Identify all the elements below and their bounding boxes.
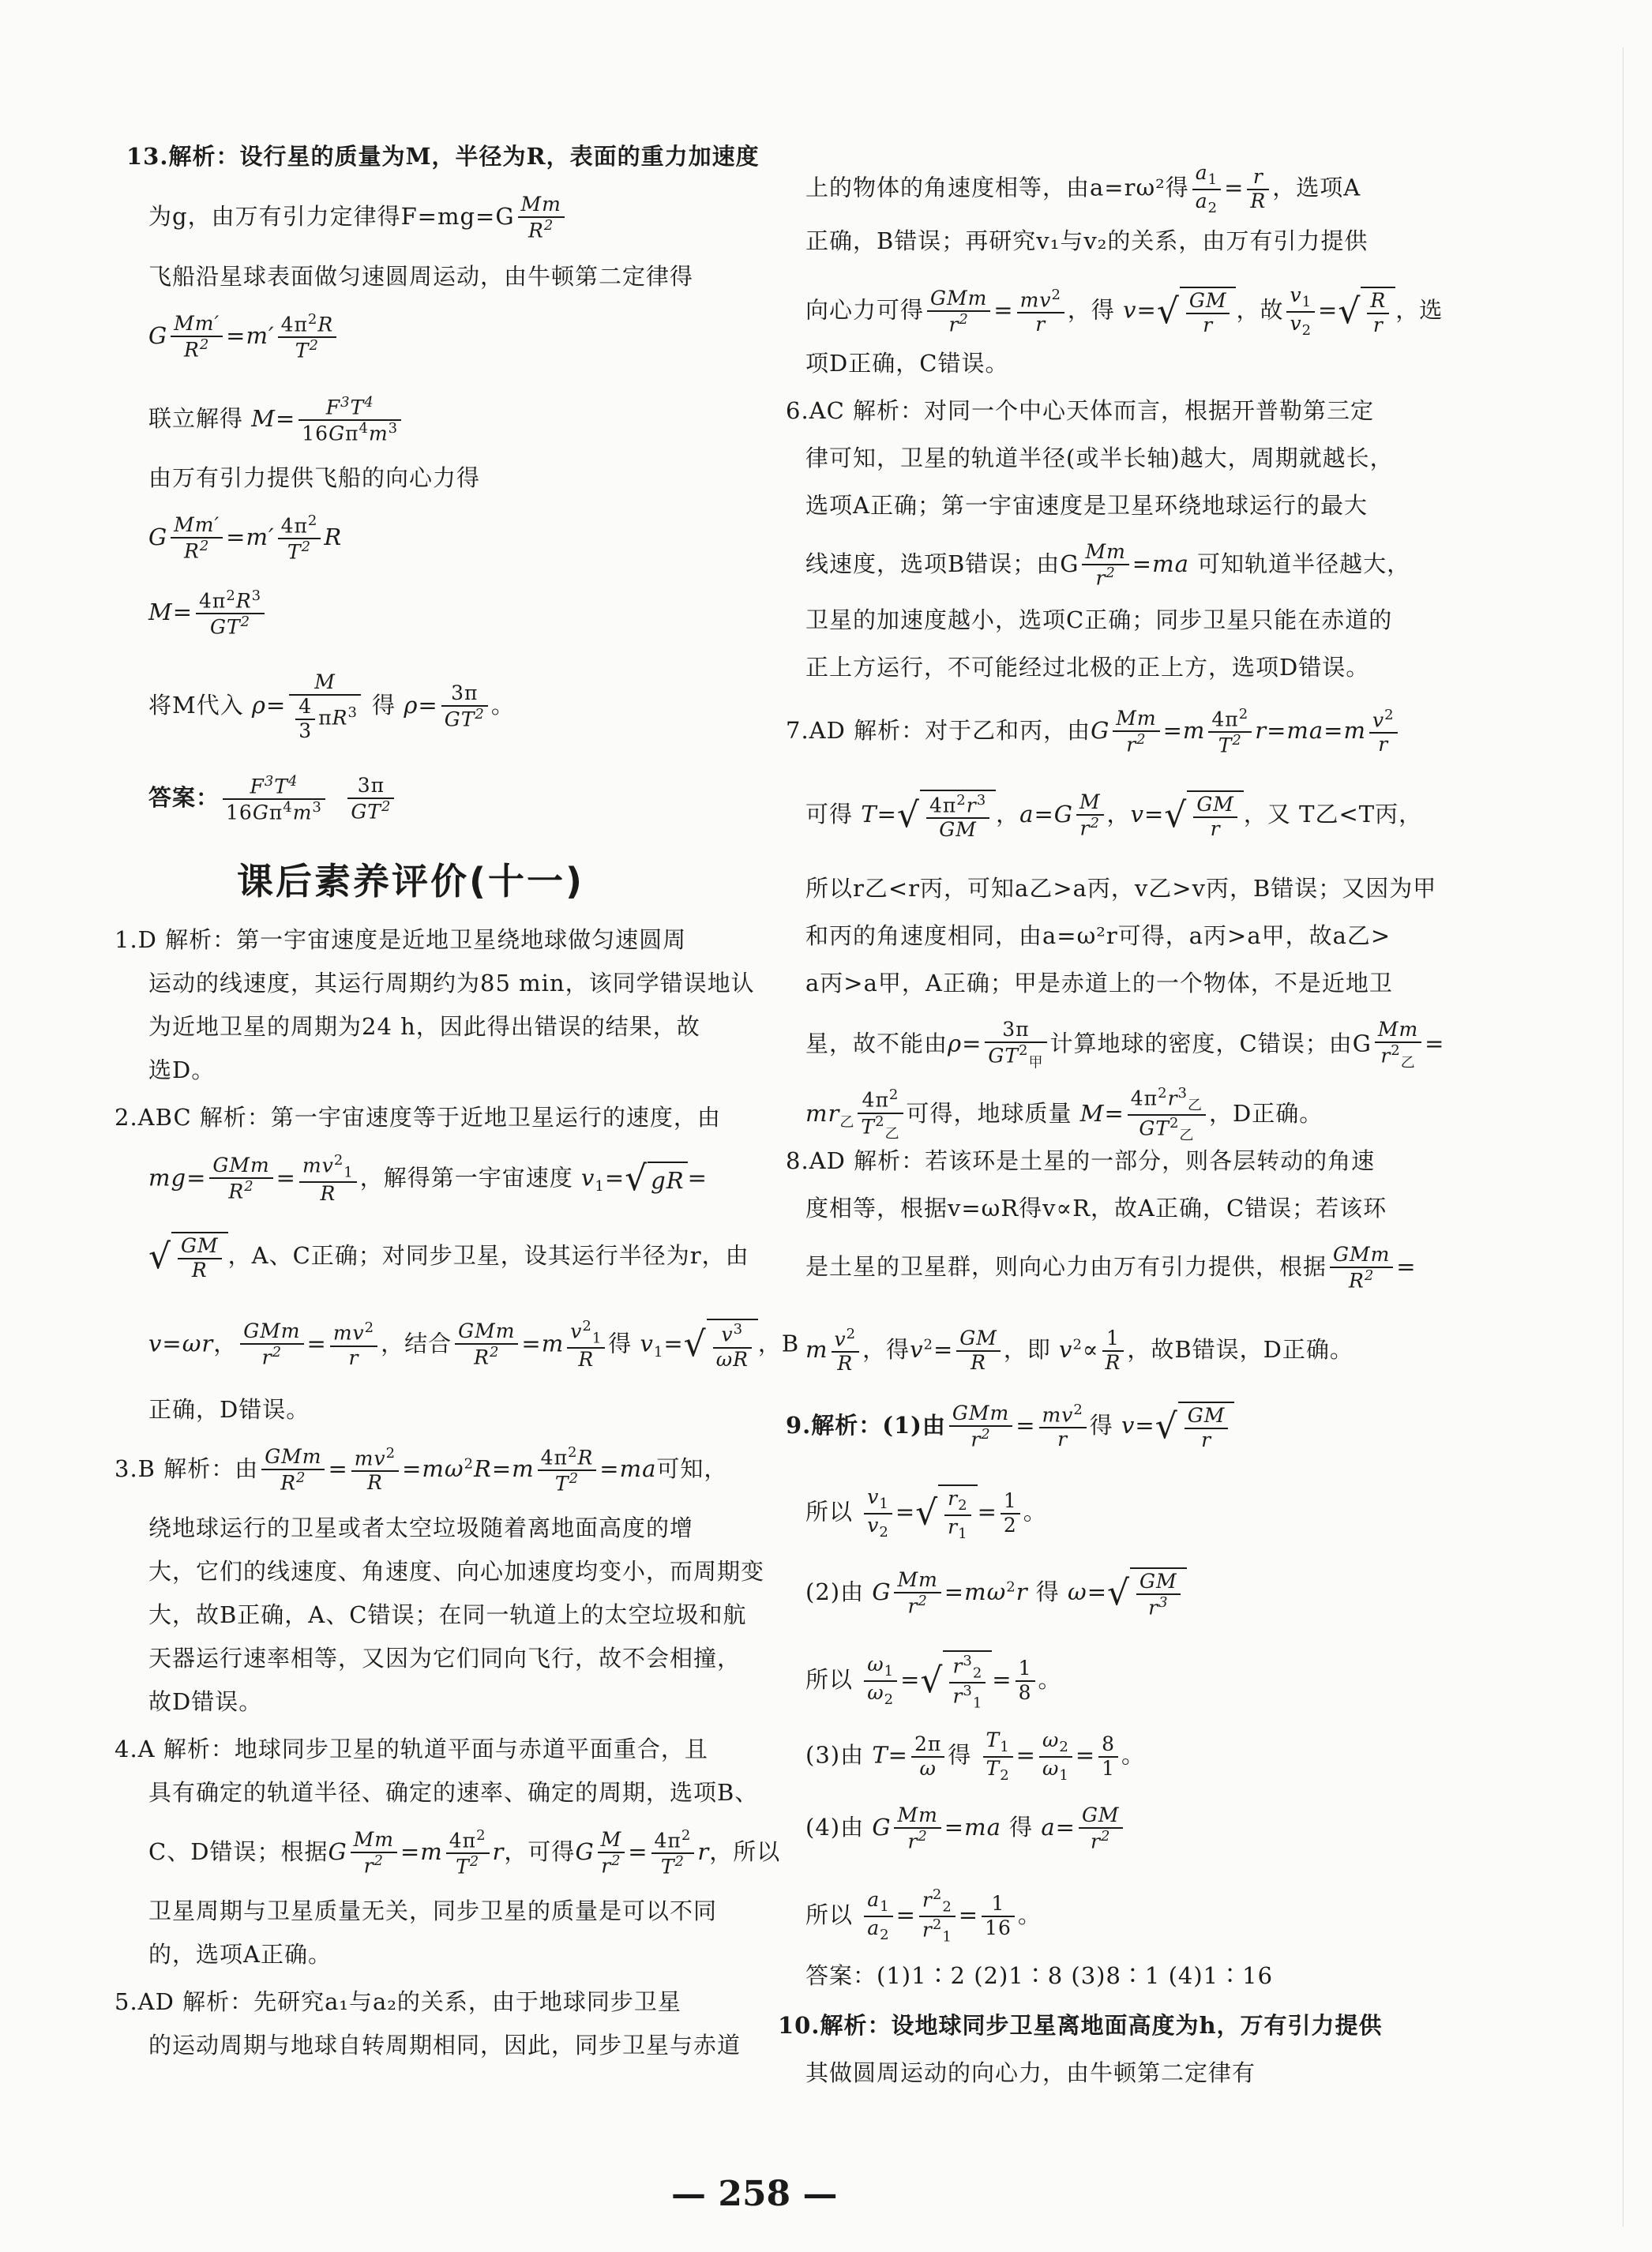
q4-line-5 xyxy=(148,1939,332,1970)
so-label: 所以 xyxy=(805,1666,854,1694)
q13-text-1: 13.解析：设行星的质量为M，半径为R，表面的重力加速度 xyxy=(126,143,760,170)
q1-line-4 xyxy=(148,1054,215,1086)
q6-text-2: 律可知，卫星的轨道半径(或半长轴)越大，周期就越长， xyxy=(805,445,1394,471)
q7-line-6: 星，故不能由ρ= $\frac{3\pi}{GT^2_甲}$ 计算地球的密度，C错误；由G $\frac{Mm}{r^2_乙}$ = xyxy=(805,1018,1445,1072)
section-title: 课后素养评价(十一) xyxy=(237,860,585,903)
q2-line-5 xyxy=(148,1394,310,1425)
q4-line-1 xyxy=(115,1733,708,1765)
q3-line-4 xyxy=(148,1599,746,1631)
q6-text-1: 6.AC 解析：对同一个中心天体而言，根据开普勒第三定 xyxy=(786,397,1375,424)
q13-text-9: 将M代入 xyxy=(148,692,244,719)
q8-line-2 xyxy=(805,1192,1387,1224)
q1-line-3 xyxy=(148,1011,700,1042)
q9-part-2: (2)由 G $\frac{Mm}{r^2}$ $=m\omega^2r$ 得 ω=√ $\frac{GM}{r^3}$ xyxy=(805,1567,1187,1620)
q7-text-2b: ，又 T乙<T丙， xyxy=(1243,800,1423,828)
q6-line-1 xyxy=(786,395,1374,426)
q4-text-3: C、D错误；根据 xyxy=(148,1838,329,1866)
q13-formula-1: G $\frac{Mm'}{R^2}$ =m′ $\frac{4\pi^2R}{T^2}$ xyxy=(148,312,340,362)
q4-line-3: C、D错误；根据G $\frac{Mm}{r^2}$ =m $\frac{4\pi^2}{T^2}$ r，可得G $\frac{M}{r^2}$ = $\frac{4\pi^2}{T^2}$ r，所以 xyxy=(148,1827,781,1879)
q6-text-4b: 可知轨道半径越大， xyxy=(1197,550,1411,577)
q4-line-4 xyxy=(148,1895,717,1927)
q2-line-4: v=ωr， $\frac{\text{GMm}}{r^2}$ = $\frac{mv^2}{r}$ ，结合 $\frac{\text{GMm}}{R^2}$ =m $\frac{v^2_1}{R}$ 得 $v_1=√$ $\frac{v^3}{\omega R}$ ，B xyxy=(148,1318,800,1372)
q9-so-1: 所以 $\frac{v_1}{v_2}$ =√ $\frac{r_2}{r_1}$ = $\frac{1}{2}$ 。 xyxy=(805,1485,1047,1542)
q3-line-1: 3.B 解析：由 $\frac{\text{GMm}}{R^2}$ = $\frac{mv^2}{R}$ $=m\omega^2R=m$ $\frac{4\pi^2R}{T^2}$ =ma可知， xyxy=(115,1444,728,1496)
q13-line-9: 将M代入 ρ= M $\frac{4}{3}$ $\pi R^3$ 得 ρ= $\frac{3\pi}{GT^2}$ 。 xyxy=(148,670,515,742)
q4-text-2: 具有确定的轨道半径、确定的速率、确定的周期，选项B、 xyxy=(148,1779,759,1806)
q1-line-2 xyxy=(148,967,755,999)
q5-right-line-3: 向心力可得 $\frac{\text{GMm}}{r^2}$ = $\frac{mv^2}{r}$ ，得 v=√ $\frac{GM}{r}$ ，故 $\frac{v_1}{v_2}$ =√ $\frac{R}{r}$ ，选 xyxy=(805,283,1444,339)
q5-right-line-2 xyxy=(805,225,1368,257)
q7-text-4: 和丙的角速度相同，由a=ω²r可得，a丙>a甲，故a乙> xyxy=(805,922,1391,949)
q8-text-4b: ，故B错误，D正确。 xyxy=(1127,1335,1354,1363)
q8-text-1: 8.AD 解析：若该环是土星的一部分，则各层转动的角速 xyxy=(786,1147,1376,1174)
q2-text-5: 正确，D错误。 xyxy=(148,1396,310,1423)
fraction: $\frac{Mm}{R^2}$ xyxy=(518,193,565,242)
q6-line-3 xyxy=(805,490,1368,521)
q9-text-4: (4)由 xyxy=(805,1813,865,1841)
q5-line-1 xyxy=(115,1986,681,2017)
q5-right-line-4 xyxy=(805,347,1008,379)
q8-line-1 xyxy=(786,1145,1375,1177)
q4-text-3b: ，可得 xyxy=(504,1838,576,1866)
q3-text-4: 大，故B正确，A、C错误；在同一轨道上的太空垃圾和航 xyxy=(148,1601,747,1628)
q9-text-2: (2)由 xyxy=(805,1578,865,1605)
q7-text-2: 可得 xyxy=(805,800,854,828)
q7-line-5 xyxy=(805,967,1393,999)
q9-part-3: (3)由 T= $\frac{2\pi}{\omega}$ 得 $\frac{T_1}{T_2}$ = $\frac{\omega_2}{\omega_1}$ = $\frac{8}{1}$ 。 xyxy=(805,1728,1146,1784)
q9-text-1: 9.解析：(1)由 xyxy=(786,1411,946,1439)
q6-line-6 xyxy=(805,651,1369,683)
q6-line-2 xyxy=(805,442,1394,474)
q7-text-5: a丙>a甲，A正确；甲是赤道上的一个物体，不是近地卫 xyxy=(805,970,1393,997)
q10-line-1 xyxy=(778,2010,1383,2041)
q1-text-3: 为近地卫星的周期为24 h，因此得出错误的结果，故 xyxy=(148,1013,700,1040)
page-number-value: 258 xyxy=(718,2174,791,2214)
q13-formula-2: G $\frac{Mm'}{R^2}$ =m′ $\frac{4\pi^2}{T^2}$ R xyxy=(148,512,343,564)
q13-formula-3: M= $\frac{4\pi^2R^3}{GT^2}$ xyxy=(148,588,268,639)
q10-line-2 xyxy=(805,2057,1256,2089)
q2-text-4: ，结合 xyxy=(381,1330,452,1357)
q13-answer: 答案： $\frac{F^3T^4}{16G\pi^4m^3}$ $\frac{3\pi}{GT^2}$ xyxy=(148,774,397,824)
q9-so-4: 所以 $\frac{a_1}{a_2}$ = $\frac{r^2_2}{r^2_1}$ = $\frac{1}{16}$ 。 xyxy=(805,1886,1042,1946)
q6-text-4: 线速度，选项B错误；由G xyxy=(805,550,1079,577)
q5-rtext-4: 项D正确，C错误。 xyxy=(805,350,1009,377)
q7-text-3: 所以r乙<r丙，可知a乙>a丙，v乙>v丙，B错误；又因为甲 xyxy=(805,875,1437,902)
q13-line-2 xyxy=(148,193,568,242)
q6-text-5: 卫星的加速度越小，选项C正确；同步卫星只能在赤道的 xyxy=(805,606,1393,633)
q5-rtext-3b: ，选 xyxy=(1395,296,1444,324)
q13-line-3 xyxy=(148,261,693,292)
q3-line-3 xyxy=(148,1556,764,1587)
q4-text-5: 的，选项A正确。 xyxy=(148,1941,332,1968)
q8-line-4: m $\frac{v^2}{R}$ ，得$v^2=$ $\frac{GM}{R}$ ，即 $v^2\propto$ $\frac{1}{R}$ ，故B错误，D正确。 xyxy=(805,1326,1354,1376)
q7-line-4 xyxy=(805,920,1391,951)
q5-rtext-2: 正确，B错误；再研究v₁与v₂的关系，由万有引力提供 xyxy=(805,227,1369,254)
q9-answer xyxy=(805,1960,1273,1991)
q13-line-6 xyxy=(148,462,480,494)
q2-line-3: √ $\frac{GM}{R}$ ，A、C正确；对同步卫星，设其运行半径为r，由 xyxy=(148,1232,749,1282)
q4-text-3c: ，所以 xyxy=(709,1838,781,1866)
q3-line-5 xyxy=(148,1642,741,1674)
q13-text-5: 联立解得 xyxy=(148,405,244,433)
q5-right-line-1: 上的物体的角速度相等，由a=rω²得 $\frac{a_1}{a_2}$ = $\frac{r}{R}$ ，选项A xyxy=(805,161,1361,216)
q5-rtext-1: 上的物体的角速度相等，由a=rω²得 xyxy=(805,174,1189,201)
q4-text-4: 卫星周期与卫星质量无关，同步卫星的质量是可以不同 xyxy=(148,1897,718,1924)
q2-line-2: mg= $\frac{\text{GMm}}{R^2}$ = $\frac{mv^2_1}{R}$ ，解得第一宇宙速度 $v_1=√$ gR = xyxy=(148,1152,708,1206)
q2-text-2: ，解得第一宇宙速度 xyxy=(359,1164,573,1192)
q7-line-7: $mr_乙$ $\frac{4\pi^2}{T^2_乙}$ 可得，地球质量 M= $\frac{4\pi^2r^3_乙}{GT^2_乙}$ ，D正确。 xyxy=(805,1085,1323,1144)
q1-text-1: 1.D 解析：第一宇宙速度是近地卫星绕地球做匀速圆周 xyxy=(115,926,687,953)
q2-text-3: ，A、C正确；对同步卫星，设其运行半径为r，由 xyxy=(227,1241,749,1269)
q13-text-2: 为g，由万有引力定律得F=mg=G xyxy=(148,202,515,230)
q3-line-6 xyxy=(148,1686,262,1717)
so-label: 所以 xyxy=(805,1498,854,1526)
page-number: — 258 — xyxy=(671,2174,838,2214)
q10-text-2: 其做圆周运动的向心力，由牛顿第二定律有 xyxy=(805,2059,1256,2086)
q3-line-2 xyxy=(148,1512,693,1544)
q1-line-1 xyxy=(115,924,686,955)
q3-text-3: 大，它们的线速度、角速度、向心加速度均变小，而周期变 xyxy=(148,1558,765,1585)
q8-text-4: ，得 xyxy=(862,1335,910,1363)
q3-text-2: 绕地球运行的卫星或者太空垃圾随着离地面高度的增 xyxy=(148,1514,694,1541)
so-label: 所以 xyxy=(805,1901,854,1929)
q3-text-6: 故D错误。 xyxy=(148,1688,263,1715)
q7-text-7b: ，D正确。 xyxy=(1208,1100,1323,1128)
q3-text-1b: 可知， xyxy=(656,1455,728,1483)
q7-line-3 xyxy=(805,873,1436,904)
q1-text-4: 选D。 xyxy=(148,1057,216,1083)
q8-line-3: 是土星的卫星群，则向心力由万有引力提供，根据 $\frac{\text{GMm}}{R^2}$ = xyxy=(805,1243,1417,1293)
q9-so-2: 所以 $\frac{\omega_1}{\omega_2}$ =√ $\frac{r^3_2}{r^3_1}$ = $\frac{1}{8}$ 。 xyxy=(805,1650,1062,1712)
q13-line-1 xyxy=(126,141,760,172)
q7-line-1: 7.AD 解析：对于乙和丙，由G $\frac{Mm}{r^2}$ =m $\frac{4\pi^2}{T^2}$ r=ma=m $\frac{v^2}{r}$ xyxy=(786,707,1401,757)
q10-text-1: 10.解析：设地球同步卫星离地面高度为h，万有引力提供 xyxy=(778,2012,1383,2039)
q5-text-2: 的运动周期与地球自转周期相同，因此，同步卫星与赤道 xyxy=(148,2032,742,2059)
q5-text-1: 5.AD 解析：先研究a₁与a₂的关系，由于地球同步卫星 xyxy=(115,1988,681,2015)
q6-line-4: 线速度，选项B错误；由G $\frac{Mm}{r^2}$ =ma 可知轨道半径越大， xyxy=(805,540,1411,590)
q9-part-4: (4)由 G $\frac{Mm}{r^2}$ =ma 得 a= $\frac{GM}{r^2}$ xyxy=(805,1804,1126,1853)
q13-text-3: 飞船沿星球表面做匀速圆周运动，由牛顿第二定律得 xyxy=(148,263,694,290)
q13-line-5: 联立解得 M= $\frac{F^3T^4}{16G\pi^4m^3}$ xyxy=(148,395,404,445)
q7-line-2: 可得 T=√ $\frac{4\pi^2r^3}{GM}$ ，a=G $\frac{M}{r^2}$ ，v=√ $\frac{GM}{r}$ ，又 T乙<T丙， xyxy=(805,790,1423,842)
q7-text-7: 可得，地球质量 xyxy=(906,1100,1072,1128)
q13-text-6: 由万有引力提供飞船的向心力得 xyxy=(148,464,481,491)
q2-line-1 xyxy=(115,1102,721,1133)
answer-label: 答案： xyxy=(148,784,220,812)
q6-text-6: 正上方运行，不可能经过北极的正上方，选项D错误。 xyxy=(805,654,1370,681)
q8-text-2: 度相等，根据v=ωR得v∝R，故A正确，C错误；若该环 xyxy=(805,1195,1387,1222)
page-edge-line xyxy=(1623,47,1624,2227)
q4-text-1: 4.A 解析：地球同步卫星的轨道平面与赤道平面重合，且 xyxy=(115,1736,708,1762)
q9-line-1: 9.解析：(1)由 $\frac{\text{GMm}}{r^2}$ = $\frac{mv^2}{r}$ 得 v=√ $\frac{GM}{r}$ xyxy=(786,1402,1234,1452)
q9-answer-text: 答案：(1)1∶2 (2)1∶8 (3)8∶1 (4)1∶16 xyxy=(805,1962,1274,1989)
q3-text-5: 天器运行速率相等，又因为它们同向飞行，故不会相撞， xyxy=(148,1645,742,1672)
q2-text-1: 2.ABC 解析：第一宇宙速度等于近地卫星运行的速度，由 xyxy=(115,1104,721,1131)
q8-text-3: 是土星的卫星群，则向心力由万有引力提供，根据 xyxy=(805,1252,1327,1280)
q5-rtext-3: 向心力可得 xyxy=(805,296,925,324)
q9-text-3: (3)由 xyxy=(805,1741,865,1769)
q5-rtext-1b: ，选项A xyxy=(1272,174,1361,201)
q1-text-2: 运动的线速度，其运行周期约为85 min，该同学错误地认 xyxy=(148,970,755,997)
q7-text-1: 7.AD 解析：对于乙和丙，由 xyxy=(786,717,1091,745)
q7-text-6: 星，故不能由 xyxy=(805,1030,948,1057)
q6-text-3: 选项A正确；第一宇宙速度是卫星环绕地球运行的最大 xyxy=(805,492,1368,519)
q7-text-6b: 计算地球的密度，C错误；由G xyxy=(1049,1030,1372,1057)
q3-text-1: 3.B 解析：由 xyxy=(115,1455,259,1483)
q5-line-2 xyxy=(148,2029,741,2061)
q6-line-5 xyxy=(805,604,1392,636)
q4-line-2 xyxy=(148,1777,758,1808)
